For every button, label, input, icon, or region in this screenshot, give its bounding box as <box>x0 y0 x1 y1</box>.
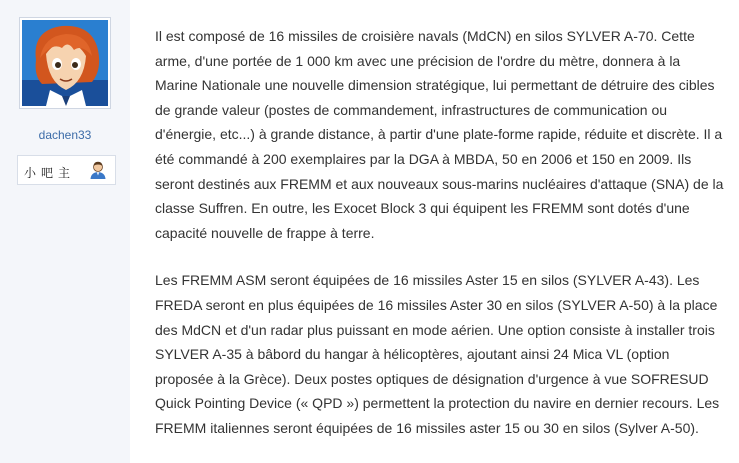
anime-character-avatar-icon <box>22 20 108 106</box>
post-paragraph-1: Il est composé de 16 missiles de croisière navals (MdCN) en silos SYLVER A-70. Cette arme, d'une portée de 1 000 km avec une précision de l'ordre du mètre, donnera à la Marine Nationale une nouvelle dimension stratégique, lui permettant de détruire des cibles de grande valeur (postes de commandement, infrastructures de communication ou d'énergie, etc...) à grande distance, à partir d'une plate-forme rapide, réduite et discrète. Il a été commandé à 200 exemplaires par la DGA à MBDA, 50 en 2006 et 150 en 2009. Ils seront destinés aux FREMM et aux nouveaux sous-marins nucléaires d'attaque (SNA) de la classe Suffren. En outre, les Exocet Block 3 qui équipent les FREMM sont dotés d'une capacité nouvelle de frappe à terre. <box>155 28 724 241</box>
author-sidebar <box>0 0 130 463</box>
username-link[interactable]: dachen33 <box>38 128 92 142</box>
post-paragraph-2: Les FREMM ASM seront équipées de 16 missiles Aster 15 en silos (SYLVER A-43). Les FREDA seront en plus équipées de 16 missiles Aster 30 en silos (SYLVER A-50) à la place des MdCN et d'un radar plus puissant en mode aérien. Une option consiste à installer trois SYLVER A-35 à bâbord du hangar à hélicoptères, ajoutant ainsi 24 Mica VL (option proposée à la Grèce). Deux postes optiques de désignation d'urgence à vue SOFRESUD Quick Pointing Device (« QPD ») permettent la protection du navire en dernier recours. Les FREMM italiennes seront équipées de 16 missiles aster 15 ou 30 en silos (Sylver A-50). <box>155 272 720 436</box>
role-badge <box>17 155 116 185</box>
post-content <box>155 24 725 441</box>
role-label: 小吧主 <box>24 166 76 180</box>
avatar[interactable] <box>19 17 111 109</box>
user-person-icon <box>88 160 108 180</box>
